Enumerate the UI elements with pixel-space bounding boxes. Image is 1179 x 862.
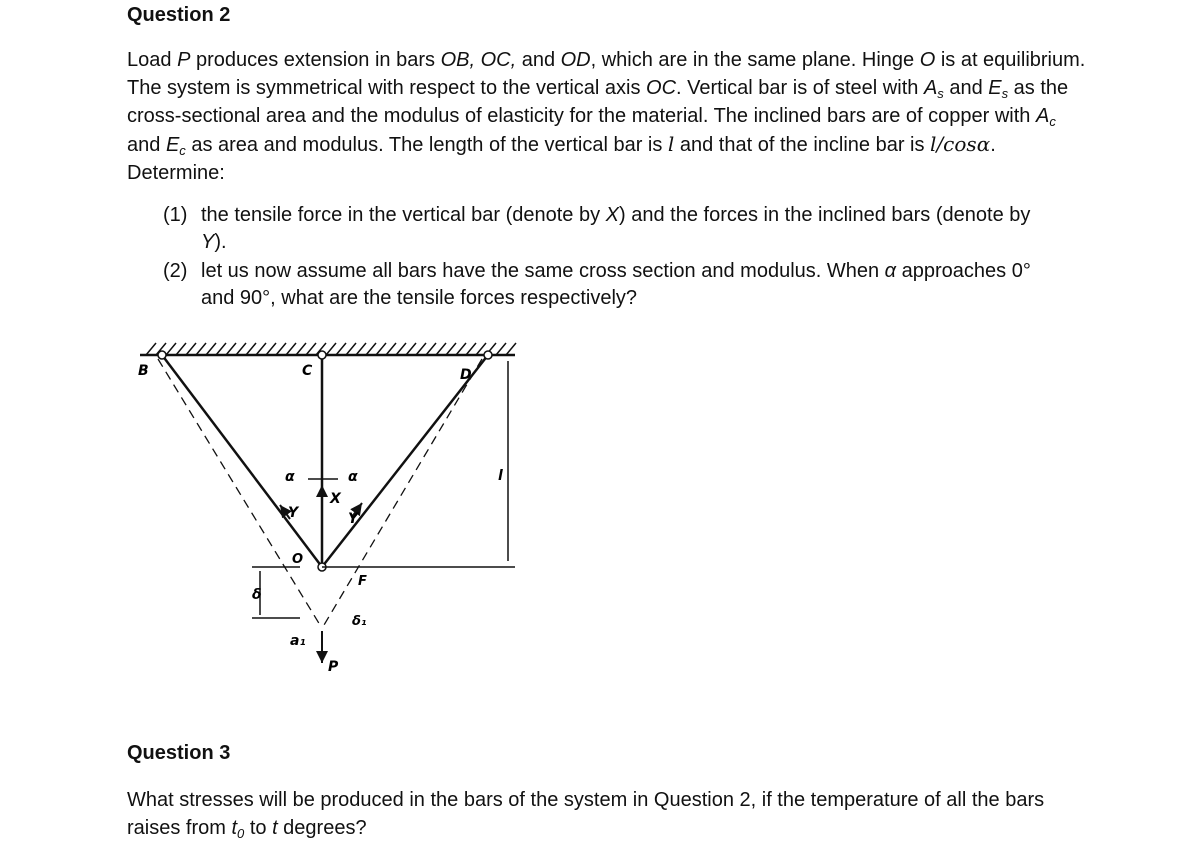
question-2-list	[163, 202, 1043, 314]
bar-OB	[162, 355, 322, 567]
ceiling-hatch	[146, 343, 516, 355]
label-a1: a₁	[290, 633, 306, 649]
truss-diagram	[130, 335, 530, 675]
label-B: B	[138, 363, 149, 379]
question-3-paragraph: What stresses will be produced in the bars of the system in Question 2, if the temperature of all the bars raises from $t_0$ to t degrees?	[127, 789, 1045, 841]
label-Y-right: Y	[348, 511, 359, 527]
label-C: C	[302, 363, 313, 379]
bar-OB-deformed	[158, 359, 320, 625]
question-3-title: Question 3	[127, 742, 231, 764]
label-delta1: δ₁	[352, 614, 367, 629]
label-P: P	[328, 659, 339, 675]
label-F: F	[358, 574, 367, 589]
label-Y-left: Y	[288, 505, 299, 521]
bar-OD-deformed	[324, 359, 482, 625]
hinge-B	[158, 351, 166, 359]
label-alpha-right: α	[348, 469, 358, 485]
label-O: O	[292, 552, 304, 567]
hinge-D	[484, 351, 492, 359]
question-2-paragraph: Load P produces extension in bars OB, OC, and OD, which are in the same plane. Hinge O is at equilibrium. The system is symmetrical with respect to the vertical axis OC. Vertical bar is of steel with $A_s$ and $E_s$ as the cross-sectional area and the modulus of elasticity for the material. The inclined bars are of copper with $A_c$ and $E_c$ as area and modulus. The length of the vertical bar is l and that of the incline bar is l/cosα. Determine:	[127, 49, 1086, 184]
hinge-C	[318, 351, 326, 359]
bar-OD	[322, 355, 488, 567]
label-X: X	[330, 491, 341, 507]
label-D: D	[460, 367, 472, 383]
list-item: (1) the tensile force in the vertical bar (denote by X) and the forces in the inclined bars (denote by Y).	[163, 204, 1031, 253]
label-delta: δ	[252, 587, 262, 603]
label-l: l	[498, 468, 503, 484]
label-alpha-left: α	[285, 469, 295, 485]
question-2-title: Question 2	[127, 4, 231, 26]
list-item: (2) let us now assume all bars have the same cross section and modulus. When α approaches 0° and 90°, what are the tensile forces respectively?	[163, 260, 1031, 309]
